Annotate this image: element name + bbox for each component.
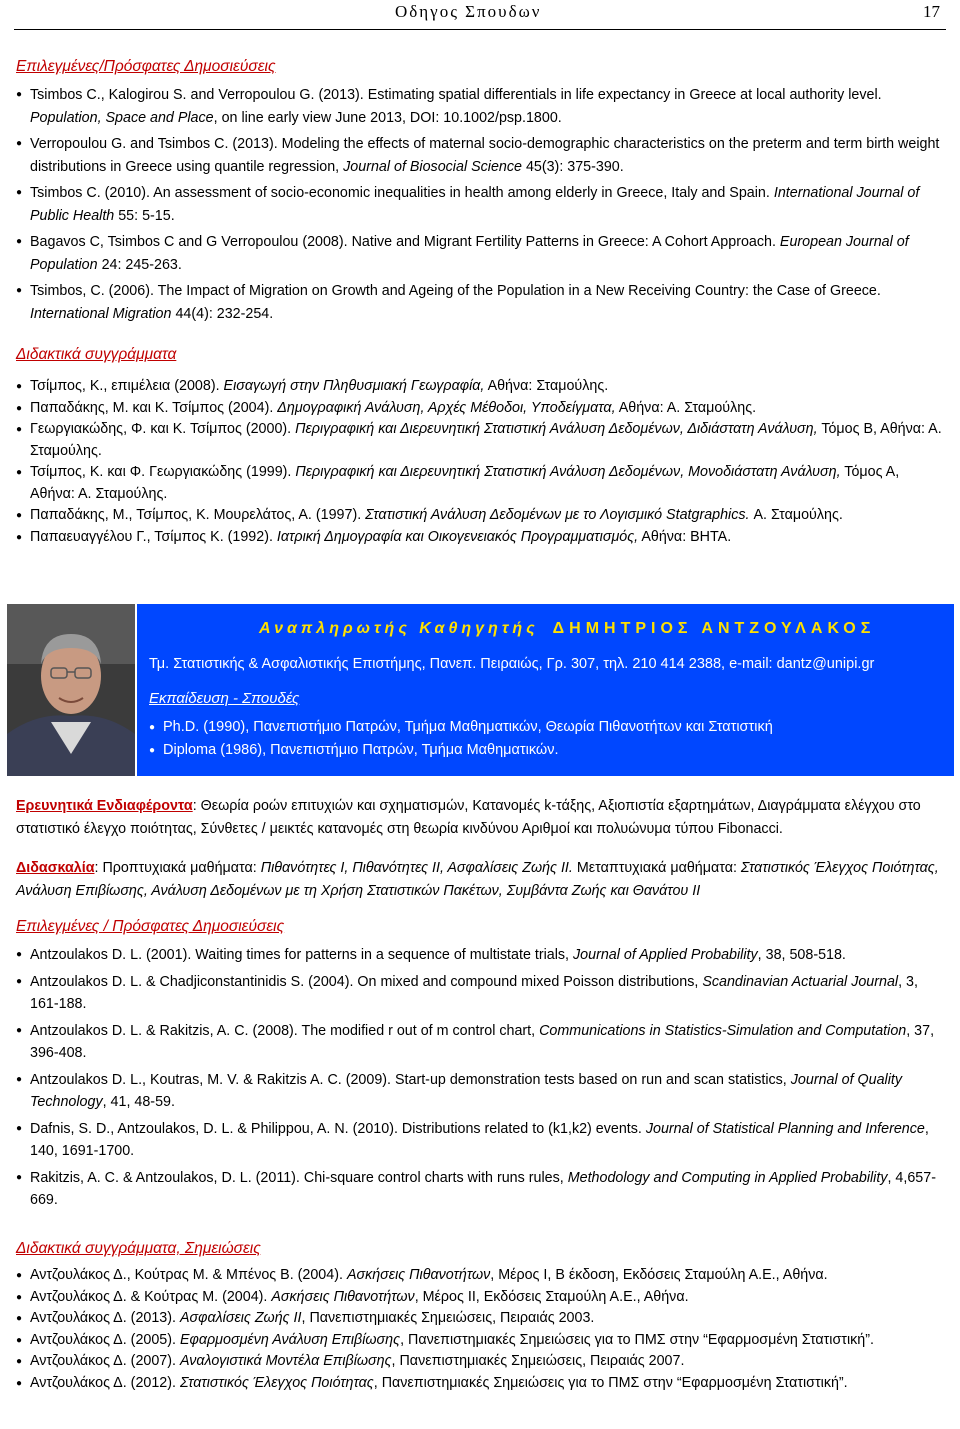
textbook-item: ● Παπαδάκης, Μ., Τσίμπος, Κ. Μουρελάτος, Α. (1997). Στατιστική Ανάλυση Δεδομένων με το Λογισμικό Statgraphics. Α. Σταμούλης. bbox=[16, 505, 944, 527]
profile-title bbox=[259, 620, 875, 638]
portrait-illustration bbox=[7, 604, 135, 776]
publication-item: ● Bagavos C, Tsimbos C and G Verropoulou (2008). Native and Migrant Fertility Patterns in Greece: A Cohort Approach. European Journal of Population 24: 245-263. bbox=[16, 231, 944, 276]
textbook-item: ● Παπαευαγγέλου Γ., Τσίμπος Κ. (1992). Ιατρική Δημογραφία και Οικογενειακός Προγραμματισμός, Αθήνα: ΒΗΤΑ. bbox=[16, 527, 944, 549]
page-number: 17 bbox=[923, 2, 940, 21]
textbook-item: ● Αντζουλάκος Δ., Κούτρας Μ. & Μπένος Β. (2004). Ασκήσεις Πιθανοτήτων, Μέρος Ι, Β έκδοση, Εκδόσεις Σταμούλη Α.Ε., Αθήνα. bbox=[16, 1265, 944, 1287]
publication-item: ● Antzoulakos D. L., Koutras, M. V. & Rakitzis A. C. (2009). Start-up demonstration tests based on run and scan statistics, Journal of Quality Technology, 41, 48-59. bbox=[16, 1069, 944, 1114]
textbook-item: ● Γεωργιακώδης, Φ. και Κ. Τσίμπος (2000). Περιγραφική και Διερευνητική Στατιστική Ανάλυση Δεδομένων, Διδιάστατη Ανάλυση, Τόμος Β, Αθήνα: Α. Σταμούλης. bbox=[16, 419, 944, 462]
publication-item: ● Tsimbos C., Kalogirou S. and Verropoulou G. (2013). Estimating spatial differentials in life expectancy in Greece at local authority level. Population, Space and Place, on line early view June 2013, DOI: 10.1002/psp.1800. bbox=[16, 84, 944, 129]
publication-item: ● Antzoulakos D. L. & Rakitzis, A. C. (2008). The modified r out of m control chart, Communications in Statistics-Simulation and Computation, 37, 396-408. bbox=[16, 1020, 944, 1065]
teaching: Διδασκαλία: Προπτυχιακά μαθήματα: Πιθανότητες Ι, Πιθανότητες ΙΙ, Ασφαλίσεις Ζωής ΙΙ. Μεταπτυχιακά μαθήματα: Στατιστικός Έλεγχος Ποιότητας, Ανάλυση Επιβίωσης, Ανάλυση Δεδομένων με τη Χρήση Στατιστικών Πακέτων, Συμβάντα Ζωής και Θανάτου ΙΙ bbox=[16, 860, 939, 899]
section-heading-recent-publications: Επιλεγμένες / Πρόσφατες Δημοσιεύσεις bbox=[16, 918, 285, 935]
education-item: ● Diploma (1986), Πανεπιστήμιο Πατρών, Τμήμα Μαθηματικών. bbox=[149, 739, 773, 762]
textbooks-list bbox=[16, 376, 944, 548]
publication-item: ● Antzoulakos D. L. & Chadjiconstantinidis S. (2004). On mixed and compound mixed Poisson distributions, Scandinavian Actuarial Journal, 3, 161-188. bbox=[16, 971, 944, 1016]
profile-contact: Τμ. Στατιστικής & Ασφαλιστικής Επιστήμης, Πανεπ. Πειραιώς, Γρ. 307, τηλ. 210 414 2388, e-mail: dantz@unipi.gr bbox=[149, 656, 875, 672]
textbook-item: ● Τσίμπος, Κ., επιμέλεια (2008). Εισαγωγή στην Πληθυσμιακή Γεωγραφία, Αθήνα: Σταμούλης. bbox=[16, 376, 944, 398]
publication-item: ● Antzoulakos D. L. (2001). Waiting times for patterns in a sequence of multistate trials, Journal of Applied Probability, 38, 508-518. bbox=[16, 944, 944, 967]
publication-item: ● Rakitzis, A. C. & Antzoulakos, D. L. (2011). Chi-square control charts with runs rules, Methodology and Computing in Applied Probability, 4,657-669. bbox=[16, 1167, 944, 1212]
section-heading-textbooks: Διδακτικά συγγράμματα bbox=[16, 346, 177, 363]
research-interests: Ερευνητικά Ενδιαφέροντα: Θεωρία ροών επιτυχιών και σχηματισμών, Κατανομές k-τάξης, Αξιοπιστία εξαρτημάτων, Διαγράμματα ελέγχου στο στατιστικό έλεγχο ποιότητας, Σύνθετες / μεικτές κατανομές στη θεωρία κινδύνου Αριθμοί και πολυώνυμα τύπου Fibonacci. bbox=[16, 798, 921, 837]
textbook-item: ● Αντζουλάκος Δ. (2012). Στατιστικός Έλεγχος Ποιότητας, Πανεπιστημιακές Σημειώσεις για το ΠΜΣ στην “Εφαρμοσμένη Στατιστική”. bbox=[16, 1373, 944, 1395]
textbooks-notes-list bbox=[16, 1265, 944, 1394]
publication-item: ● Dafnis, S. D., Antzoulakos, D. L. & Philippou, A. N. (2010). Distributions related to (k1,k2) events. Journal of Statistical Planning and Inference, 140, 1691-1700. bbox=[16, 1118, 944, 1163]
teaching-label: Διδασκαλία bbox=[16, 860, 95, 876]
section-heading-textbooks-notes: Διδακτικά συγγράμματα, Σημειώσεις bbox=[16, 1240, 261, 1257]
education-list bbox=[149, 716, 773, 762]
textbook-item: ● Τσίμπος, Κ. και Φ. Γεωργιακώδης (1999). Περιγραφική και Διερευνητική Στατιστική Ανάλυση Δεδομένων, Μονοδιάστατη Ανάλυση, Τόμος Α, Αθήνα: Α. Σταμούλης. bbox=[16, 462, 944, 505]
page-header bbox=[0, 0, 960, 30]
header-rule bbox=[14, 29, 946, 30]
profile-name: ΔΗΜΗΤΡΙΟΣ ΑΝΤΖΟΥΛΑΚΟΣ bbox=[552, 620, 876, 637]
textbook-item: ● Αντζουλάκος Δ. (2013). Ασφαλίσεις Ζωής ΙΙ, Πανεπιστημιακές Σημειώσεις, Πειραιάς 2003. bbox=[16, 1308, 944, 1330]
recent-publications-list bbox=[16, 944, 944, 1212]
publication-item: ● Tsimbos C. (2010). An assessment of socio-economic inequalities in health among elderly in Greece, Italy and Spain. International Journal of Public Health 55: 5-15. bbox=[16, 182, 944, 227]
profile-panel bbox=[137, 604, 954, 776]
education-heading: Εκπαίδευση - Σπουδές bbox=[149, 690, 300, 707]
textbook-item: ● Αντζουλάκος Δ. (2007). Αναλογιστικά Μοντέλα Επιβίωσης, Πανεπιστημιακές Σημειώσεις, Πειραιάς 2007. bbox=[16, 1351, 944, 1373]
textbook-item: ● Παπαδάκης, Μ. και Κ. Τσίμπος (2004). Δημογραφική Ανάλυση, Αρχές Μέθοδοι, Υποδείγματα, Αθήνα: Α. Σταμούλης. bbox=[16, 398, 944, 420]
portrait-photo bbox=[7, 604, 135, 776]
research-label: Ερευνητικά Ενδιαφέροντα bbox=[16, 798, 193, 814]
textbook-item: ● Αντζουλάκος Δ. & Κούτρας Μ. (2004). Ασκήσεις Πιθανοτήτων, Μέρος ΙΙ, Εκδόσεις Σταμούλη Α.Ε., Αθήνα. bbox=[16, 1287, 944, 1309]
section-heading-publications: Επιλεγμένες/Πρόσφατες Δημοσιεύσεις bbox=[16, 58, 276, 75]
profile-banner bbox=[0, 604, 960, 776]
profile-role: Αναπληρωτής Καθηγητής bbox=[259, 620, 539, 637]
publication-item: ● Tsimbos, C. (2006). The Impact of Migration on Growth and Ageing of the Population in a New Receiving Country: the Case of Greece. International Migration 44(4): 232-254. bbox=[16, 280, 944, 325]
education-item: ● Ph.D. (1990), Πανεπιστήμιο Πατρών, Τμήμα Μαθηματικών, Θεωρία Πιθανοτήτων και Στατιστική bbox=[149, 716, 773, 739]
running-title: Οδηγος Σπουδων bbox=[395, 2, 542, 21]
textbook-item: ● Αντζουλάκος Δ. (2005). Εφαρμοσμένη Ανάλυση Επιβίωσης, Πανεπιστημιακές Σημειώσεις για το ΠΜΣ στην “Εφαρμοσμένη Στατιστική”. bbox=[16, 1330, 944, 1352]
publication-item: ● Verropoulou G. and Tsimbos C. (2013). Modeling the effects of maternal socio-demographic characteristics on the preterm and term birth weight distributions in Greece using quantile regression, Journal of Biosocial Science 45(3): 375-390. bbox=[16, 133, 944, 178]
publications-list bbox=[16, 84, 944, 325]
